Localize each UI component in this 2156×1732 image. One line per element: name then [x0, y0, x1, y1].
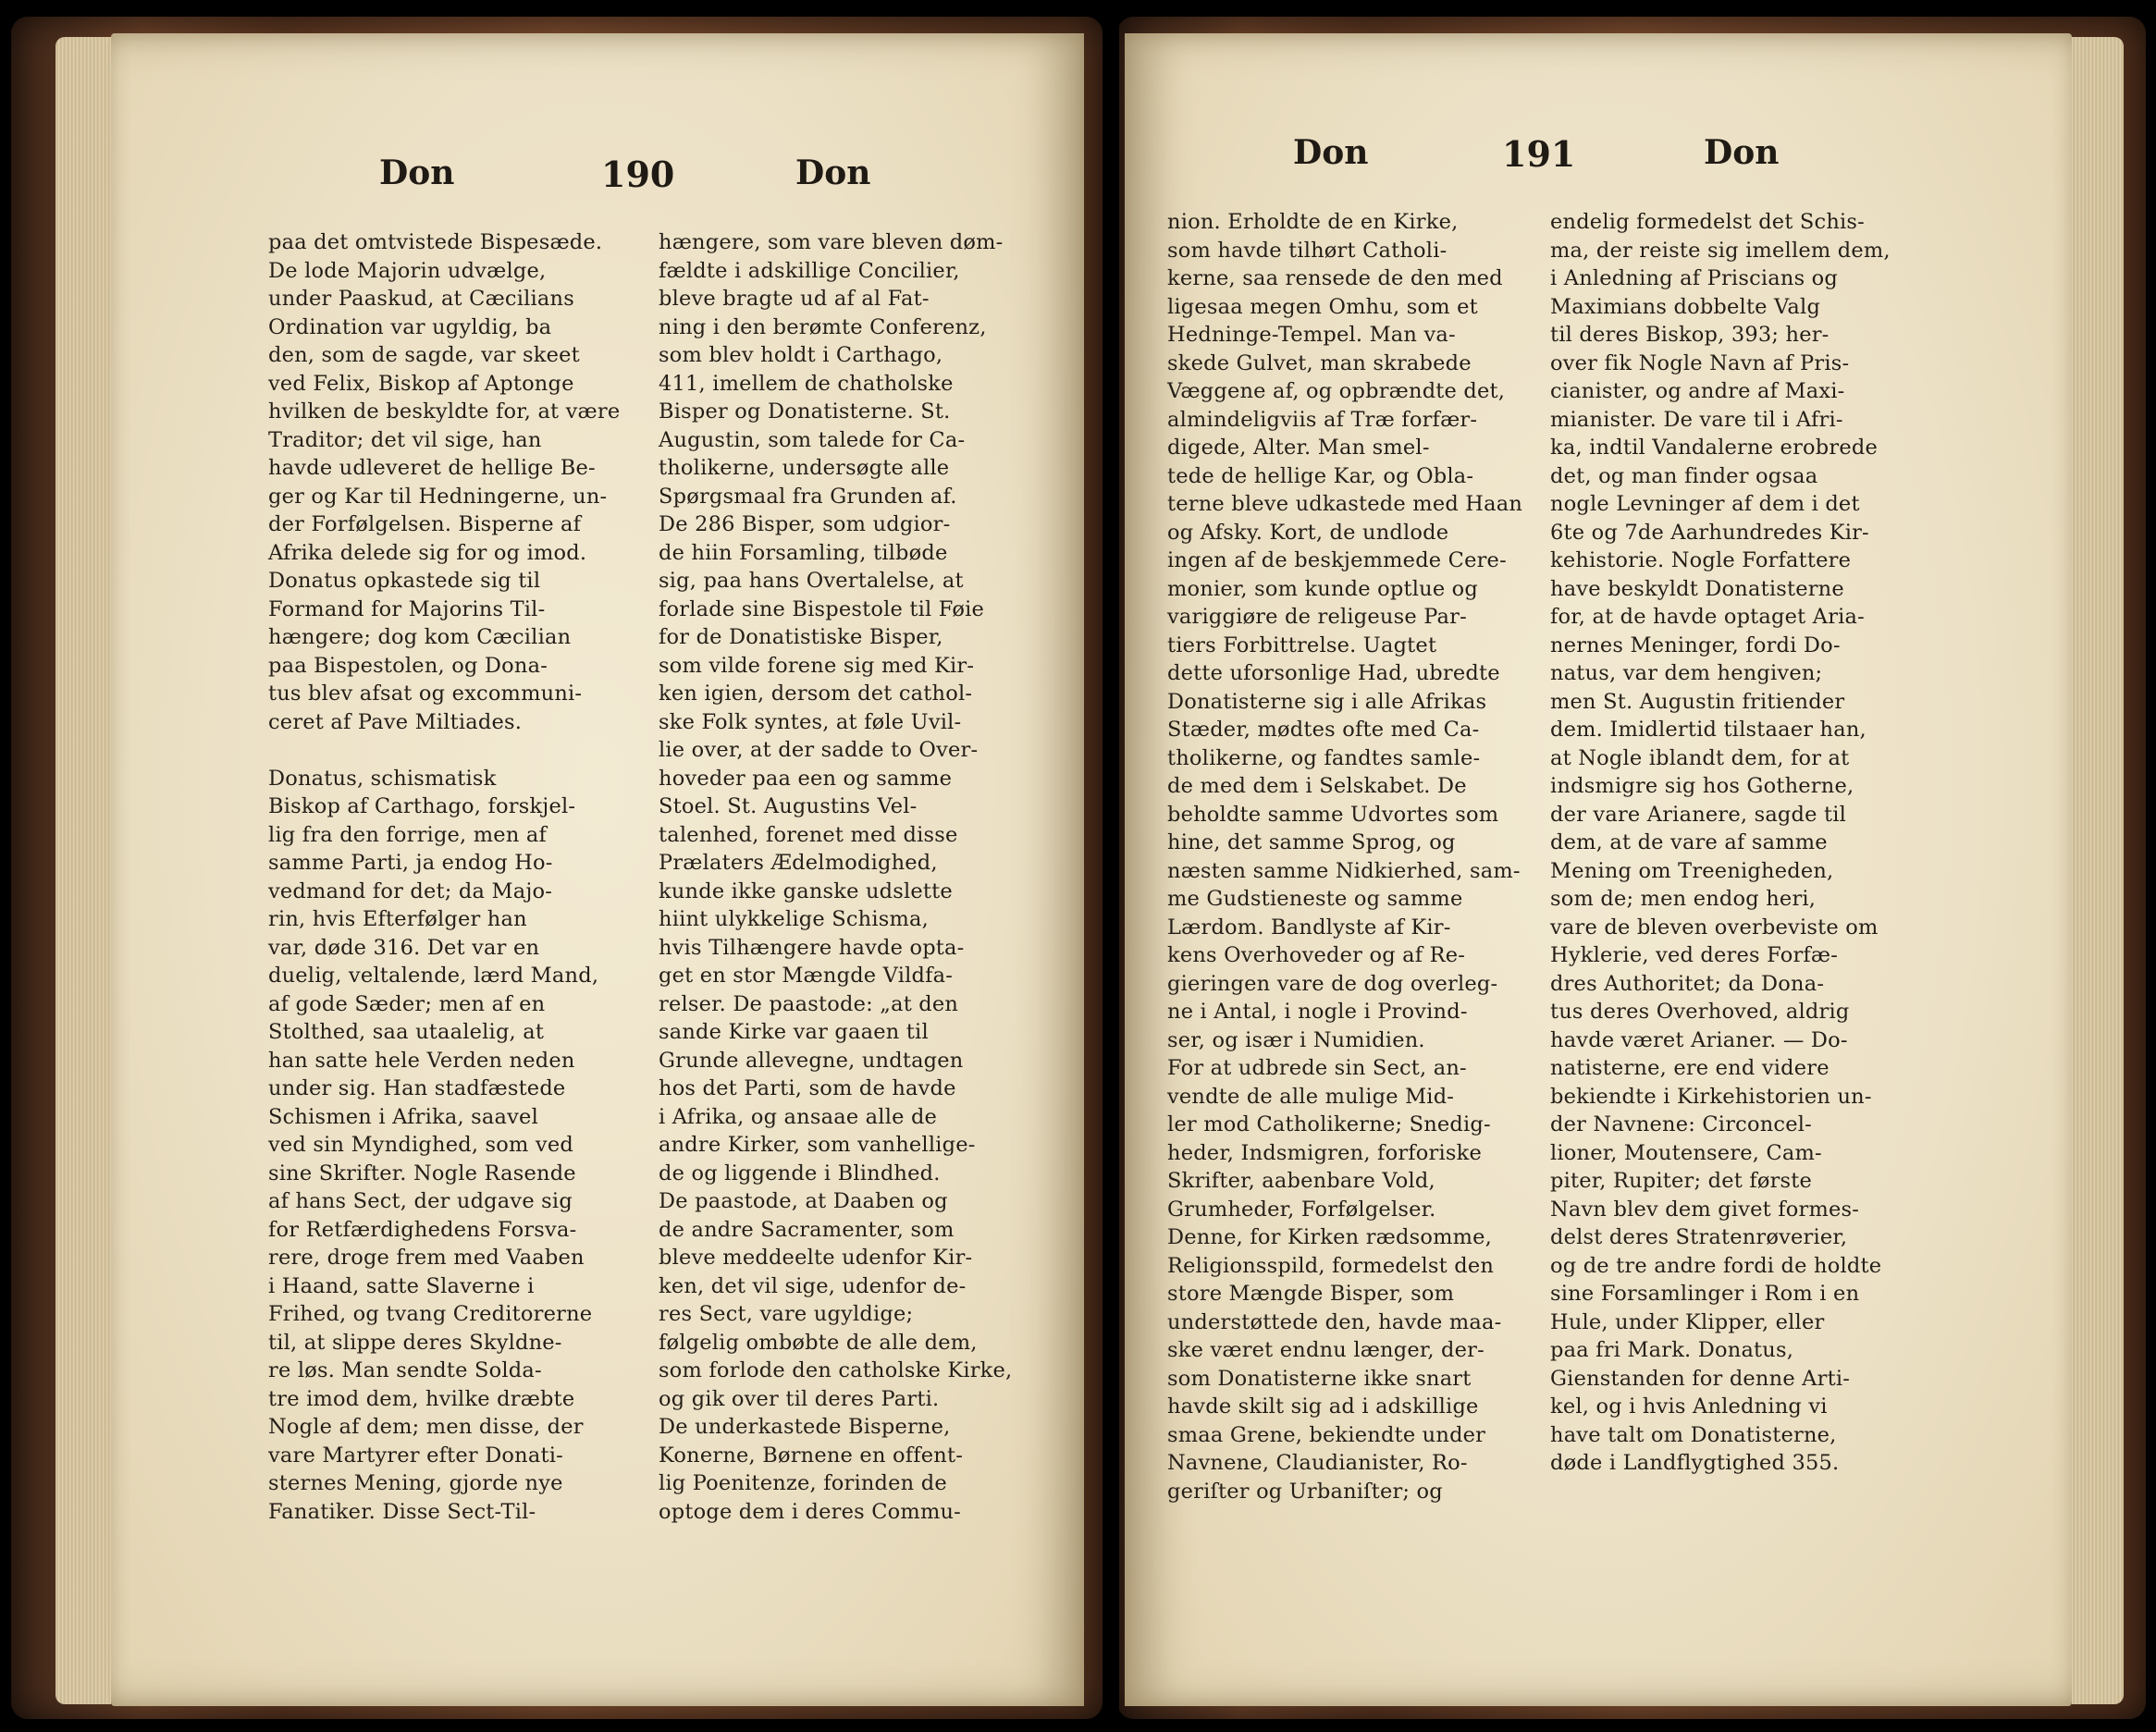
text-line: digede, Alter. Man smel-: [1167, 436, 1430, 460]
text-line: der Forfølgelsen. Bisperne af: [268, 512, 582, 536]
text-line: som vilde forene sig med Kir-: [659, 653, 975, 678]
text-line: der vare Arianere, sagde til: [1550, 802, 1847, 827]
right-page-number: 191: [1502, 133, 1576, 175]
text-line: Augustin, som talede for Ca-: [659, 427, 966, 452]
text-line: Stæder, mødtes ofte med Ca-: [1167, 718, 1480, 742]
text-line: som forlode den catholske Kirke,: [659, 1358, 1013, 1382]
text-line: paa det omtvistede Bispesæde.: [268, 230, 603, 254]
text-line: tus deres Overhoved, aldrig: [1550, 1000, 1850, 1024]
text-line: hoveder paa een og samme: [659, 766, 953, 791]
text-line: forlade sine Bispestole til Føie: [659, 596, 985, 621]
text-line: sternes Mening, gjorde nye: [268, 1471, 563, 1495]
text-line: bleve bragte ud af al Fat-: [659, 287, 930, 311]
text-line: piter, Rupiter; det første: [1550, 1169, 1813, 1193]
text-line: og de tre andre fordi de holdte: [1550, 1253, 1882, 1278]
text-line: fældte i adskillige Concilier,: [659, 258, 960, 283]
text-line: geriſter og Urbaniſter; og: [1167, 1479, 1443, 1504]
text-line: hvilken de beskyldte for, at være: [268, 399, 621, 424]
text-line: have beskyldt Donatisterne: [1550, 576, 1844, 601]
text-line: havde skilt sig ad i adskillige: [1167, 1394, 1479, 1419]
text-line: optoge dem i deres Commu-: [659, 1499, 961, 1524]
text-line: af hans Sect, der udgave sig: [268, 1189, 573, 1213]
text-line: Biskop af Carthago, forskjel-: [268, 794, 576, 818]
text-line: Hedninge-Tempel. Man va-: [1167, 323, 1456, 347]
text-line: de andre Sacramenter, som: [659, 1217, 955, 1242]
text-line: ka, indtil Vandalerne erobrede: [1550, 436, 1878, 460]
text-line: lioner, Moutensere, Cam-: [1550, 1140, 1822, 1165]
text-line: den, som de sagde, var skeet: [268, 343, 580, 367]
text-line: nernes Meninger, fordi Do-: [1550, 633, 1841, 657]
text-line: de og liggende i Blindhed.: [659, 1161, 941, 1185]
text-line: Schismen i Afrika, saavel: [268, 1104, 538, 1129]
text-line: Væggene af, og opbrændte det,: [1167, 379, 1506, 403]
text-line: monier, som kunde optlue og: [1167, 576, 1479, 601]
text-line: som Donatisterne ikke snart: [1167, 1366, 1472, 1391]
text-line: gieringen vare de dog overleg-: [1167, 971, 1498, 996]
text-line: De underkastede Bisperne,: [659, 1415, 951, 1439]
text-line: tre imod dem, hvilke dræbte: [268, 1386, 575, 1411]
text-line: almindeligviis af Træ forfær-: [1167, 407, 1478, 432]
text-line: Donatus, schismatisk: [268, 766, 497, 791]
text-line: De paastode, at Daaben og: [659, 1189, 948, 1213]
text-line: cianister, og andre af Maxi-: [1550, 379, 1845, 403]
text-line: ler mod Catholikerne; Snedig-: [1167, 1112, 1491, 1136]
text-line: rere, droge frem med Vaaben: [268, 1246, 585, 1270]
text-line: Gienstanden for denne Arti-: [1550, 1366, 1851, 1391]
text-line: som havde tilhørt Catholi-: [1167, 238, 1448, 263]
text-line: døde i Landflygtighed 355.: [1550, 1451, 1840, 1475]
text-line: delst deres Stratenrøverier,: [1550, 1225, 1848, 1249]
text-line: Traditor; det vil sige, han: [268, 427, 542, 452]
text-line: sine Skrifter. Nogle Rasende: [268, 1161, 576, 1185]
text-line: og Afsky. Kort, de undlode: [1167, 520, 1449, 545]
text-line: men St. Augustin fritiender: [1550, 689, 1845, 714]
text-line: Navn blev dem givet formes-: [1550, 1197, 1860, 1222]
text-line: Grumheder, Forfølgelser.: [1167, 1197, 1436, 1222]
text-line: talenhed, forenet med disse: [659, 822, 958, 847]
text-line: heder, Indsmigren, forforiske: [1167, 1140, 1482, 1165]
text-line: Donatisterne sig i alle Afrikas: [1167, 689, 1487, 714]
text-line: ning i den berømte Conferenz,: [659, 314, 987, 339]
text-line: kerne, saa rensede de den med: [1167, 266, 1503, 290]
text-line: Bisper og Donatisterne. St.: [659, 399, 951, 424]
text-line: endelig formedelst det Schis-: [1550, 210, 1865, 234]
text-line: smaa Grene, bekiendte under: [1167, 1422, 1486, 1447]
text-line: lie over, at der sadde to Over-: [659, 738, 979, 762]
text-line: hvis Tilhængere havde opta-: [659, 935, 965, 960]
text-line: Hule, under Klipper, eller: [1550, 1309, 1825, 1334]
text-line: variggiøre de religeuse Par-: [1167, 605, 1467, 629]
text-line: Grunde allevegne, undtagen: [659, 1048, 964, 1073]
text-line: hængere, som vare bleven døm-: [659, 230, 1004, 254]
text-line: som de; men endog heri,: [1550, 887, 1817, 911]
text-line: af gode Sæder; men af en: [268, 991, 546, 1016]
left-header-right: Don: [795, 154, 871, 192]
text-line: natus, var dem hengiven;: [1550, 661, 1823, 685]
text-line: han satte hele Verden neden: [268, 1048, 575, 1073]
text-line: beholdte samme Udvortes som: [1167, 802, 1499, 827]
left-page-number: 190: [601, 154, 675, 195]
text-line: sig, paa hans Overtalelse, at: [659, 569, 964, 593]
text-line: Formand for Majorins Til-: [268, 596, 546, 621]
text-line: kel, og i hvis Anledning vi: [1550, 1394, 1828, 1419]
text-line: re løs. Man sendte Solda-: [268, 1358, 542, 1382]
text-line: Stolthed, saa utaalelig, at: [268, 1020, 545, 1044]
text-line: nogle Levninger af dem i det: [1550, 492, 1860, 516]
text-line: bekiendte i Kirkehistorien un-: [1550, 1084, 1872, 1109]
text-line: skede Gulvet, man skrabede: [1167, 350, 1472, 375]
text-line: hiint ulykkelige Schisma,: [659, 907, 929, 931]
text-line: næsten samme Nidkierhed, sam-: [1167, 858, 1521, 883]
text-line: de hiin Forsamling, tilbøde: [659, 540, 948, 565]
text-line: [268, 736, 620, 765]
text-line: ligesaa megen Omhu, som et: [1167, 294, 1478, 319]
text-line: ken igien, dersom det cathol-: [659, 682, 973, 706]
text-line: for Retfærdighedens Forsva-: [268, 1217, 577, 1242]
text-line: Hyklerie, ved deres Forfæ-: [1550, 943, 1839, 967]
text-line: hængere; dog kom Cæcilian: [268, 625, 572, 649]
text-line: for de Donatistiske Bisper,: [659, 625, 943, 649]
right-page-column-1: [1167, 208, 1522, 1505]
text-line: Frihed, og tvang Creditorerne: [268, 1302, 593, 1326]
text-line: Navnene, Claudianister, Ro-: [1167, 1451, 1468, 1475]
text-line: det, og man finder ogsaa: [1550, 463, 1818, 488]
text-line: De lode Majorin udvælge,: [268, 258, 547, 283]
text-line: rin, hvis Efterfølger han: [268, 907, 527, 931]
text-line: for, at de havde optaget Aria-: [1550, 605, 1865, 629]
text-line: dette uforsonlige Had, ubredte: [1167, 661, 1500, 685]
text-line: sande Kirke var gaaen til: [659, 1020, 929, 1044]
text-line: natisterne, ere end videre: [1550, 1056, 1830, 1080]
text-line: at Nogle iblandt dem, for at: [1550, 745, 1850, 770]
text-line: duelig, veltalende, lærd Mand,: [268, 964, 599, 988]
text-line: terne bleve udkastede med Haan: [1167, 492, 1523, 516]
text-line: Nogle af dem; men disse, der: [268, 1415, 584, 1439]
left-page-edges: [55, 37, 111, 1704]
text-line: store Mængde Bisper, som: [1167, 1282, 1455, 1306]
text-line: over fik Nogle Navn af Pris-: [1550, 350, 1850, 375]
text-line: Konerne, Børnene en offent-: [659, 1443, 964, 1468]
text-line: lig Poenitenze, forinden de: [659, 1471, 947, 1495]
text-line: Lærdom. Bandlyste af Kir-: [1167, 915, 1451, 940]
text-line: Religionsspild, formedelst den: [1167, 1253, 1495, 1278]
left-header-left: Don: [379, 154, 455, 192]
text-line: ske Folk syntes, at føle Uvil-: [659, 709, 962, 734]
text-line: lig fra den forrige, men af: [268, 822, 547, 847]
text-line: Mening om Treenigheden,: [1550, 858, 1834, 883]
text-line: havde udleveret de hellige Be-: [268, 456, 596, 480]
text-line: samme Parti, ja endog Ho-: [268, 851, 553, 875]
right-page-edges: [2072, 37, 2124, 1704]
text-line: Donatus opkastede sig til: [268, 569, 541, 593]
text-line: tholikerne, undersøgte alle: [659, 456, 950, 480]
text-line: ger og Kar til Hedningerne, un-: [268, 484, 608, 509]
text-line: var, døde 316. Det var en: [268, 935, 540, 960]
text-line: understøttede den, havde maa-: [1167, 1309, 1502, 1334]
text-line: Maximians dobbelte Valg: [1550, 294, 1821, 319]
text-line: indsmigre sig hos Gotherne,: [1550, 774, 1854, 798]
text-line: som blev holdt i Carthago,: [659, 343, 943, 367]
text-line: dres Authoritet; da Dona-: [1550, 971, 1825, 996]
text-line: 411, imellem de chatholske: [659, 371, 954, 396]
text-line: og gik over til deres Parti.: [659, 1386, 940, 1411]
text-line: til, at slippe deres Skyldne-: [268, 1330, 562, 1355]
text-line: relser. De paastode: „at den: [659, 991, 959, 1016]
text-line: res Sect, vare ugyldige;: [659, 1302, 914, 1326]
text-line: i Anledning af Priscians og: [1550, 266, 1839, 290]
right-header-left: Don: [1293, 133, 1369, 172]
text-line: til deres Biskop, 393; her-: [1550, 323, 1830, 347]
text-line: vedmand for det; da Majo-: [268, 878, 553, 903]
text-line: dem. Imidlertid tilstaaer han,: [1550, 718, 1866, 742]
text-line: vare Martyrer efter Donati-: [268, 1443, 563, 1468]
text-line: get en stor Mængde Vildfa-: [659, 964, 954, 988]
text-line: i Afrika, og ansaae alle de: [659, 1104, 938, 1129]
text-line: ser, og især i Numidien.: [1167, 1027, 1425, 1052]
text-line: Denne, for Kirken rædsomme,: [1167, 1225, 1493, 1249]
text-line: ved sin Myndighed, som ved: [268, 1133, 573, 1157]
text-line: følgelig ombøbte de alle dem,: [659, 1330, 978, 1355]
text-line: ske været endnu længer, der-: [1167, 1338, 1485, 1362]
right-page-column-2: [1550, 208, 1891, 1478]
left-page-column-2: [659, 228, 1012, 1526]
text-line: sine Forsamlinger i Rom i en: [1550, 1282, 1860, 1306]
text-line: tede de hellige Kar, og Obla-: [1167, 463, 1474, 488]
text-line: ne i Antal, i nogle i Provind-: [1167, 1000, 1468, 1024]
text-line: kens Overhoveder og af Re-: [1167, 943, 1466, 967]
text-line: Afrika delede sig for og imod.: [268, 540, 587, 565]
text-line: nion. Erholdte de en Kirke,: [1167, 210, 1459, 234]
text-line: Stoel. St. Augustins Vel-: [659, 794, 918, 818]
text-line: paa fri Mark. Donatus,: [1550, 1338, 1794, 1362]
text-line: vare de bleven overbeviste om: [1550, 915, 1879, 940]
text-line: mianister. De vare til i Afri-: [1550, 407, 1843, 432]
text-line: For at udbrede sin Sect, an-: [1167, 1056, 1467, 1080]
text-line: ved Felix, Biskop af Aptonge: [268, 371, 574, 396]
text-line: de med dem i Selskabet. De: [1167, 774, 1467, 798]
text-line: ceret af Pave Miltiades.: [268, 709, 523, 734]
center-gutter: [1108, 0, 1119, 1732]
text-line: kehistorie. Nogle Forfattere: [1550, 548, 1852, 572]
text-line: have talt om Donatisterne,: [1550, 1422, 1837, 1447]
text-line: ingen af de beskjemmede Cere-: [1167, 548, 1507, 572]
text-line: 6te og 7de Aarhundredes Kir-: [1550, 520, 1869, 545]
text-line: Fanatiker. Disse Sect-Til-: [268, 1499, 536, 1524]
text-line: tus blev afsat og excommuni-: [268, 682, 583, 706]
text-line: tholikerne, og fandtes samle-: [1167, 745, 1481, 770]
text-line: ken, det vil sige, udenfor de-: [659, 1273, 967, 1298]
text-line: dem, at de vare af samme: [1550, 830, 1828, 854]
text-line: ma, der reiste sig imellem dem,: [1550, 238, 1891, 263]
text-line: tiers Forbittrelse. Uagtet: [1167, 633, 1437, 657]
left-page-column-1: [268, 228, 620, 1526]
text-line: under sig. Han stadfæstede: [268, 1076, 566, 1100]
text-line: hine, det samme Sprog, og: [1167, 830, 1456, 854]
text-line: havde været Arianer. — Do-: [1550, 1027, 1848, 1052]
text-line: hos det Parti, som de havde: [659, 1076, 956, 1100]
text-line: kunde ikke ganske udslette: [659, 878, 953, 903]
text-line: vendte de alle mulige Mid-: [1167, 1084, 1455, 1109]
text-line: Prælaters Ædelmodighed,: [659, 851, 938, 875]
right-header-right: Don: [1704, 133, 1780, 172]
text-line: andre Kirker, som vanhellige-: [659, 1133, 976, 1157]
text-line: bleve meddeelte udenfor Kir-: [659, 1246, 973, 1270]
text-line: Skrifter, aabenbare Vold,: [1167, 1169, 1435, 1193]
text-line: De 286 Bisper, som udgior-: [659, 512, 951, 536]
text-line: paa Bispestolen, og Dona-: [268, 653, 548, 678]
text-line: der Navnene: Circoncel-: [1550, 1112, 1812, 1136]
text-line: Spørgsmaal fra Grunden af.: [659, 484, 957, 509]
text-line: under Paaskud, at Cæcilians: [268, 287, 574, 311]
text-line: me Gudstieneste og samme: [1167, 887, 1463, 911]
text-line: Ordination var ugyldig, ba: [268, 314, 552, 339]
text-line: i Haand, satte Slaverne i: [268, 1273, 535, 1298]
